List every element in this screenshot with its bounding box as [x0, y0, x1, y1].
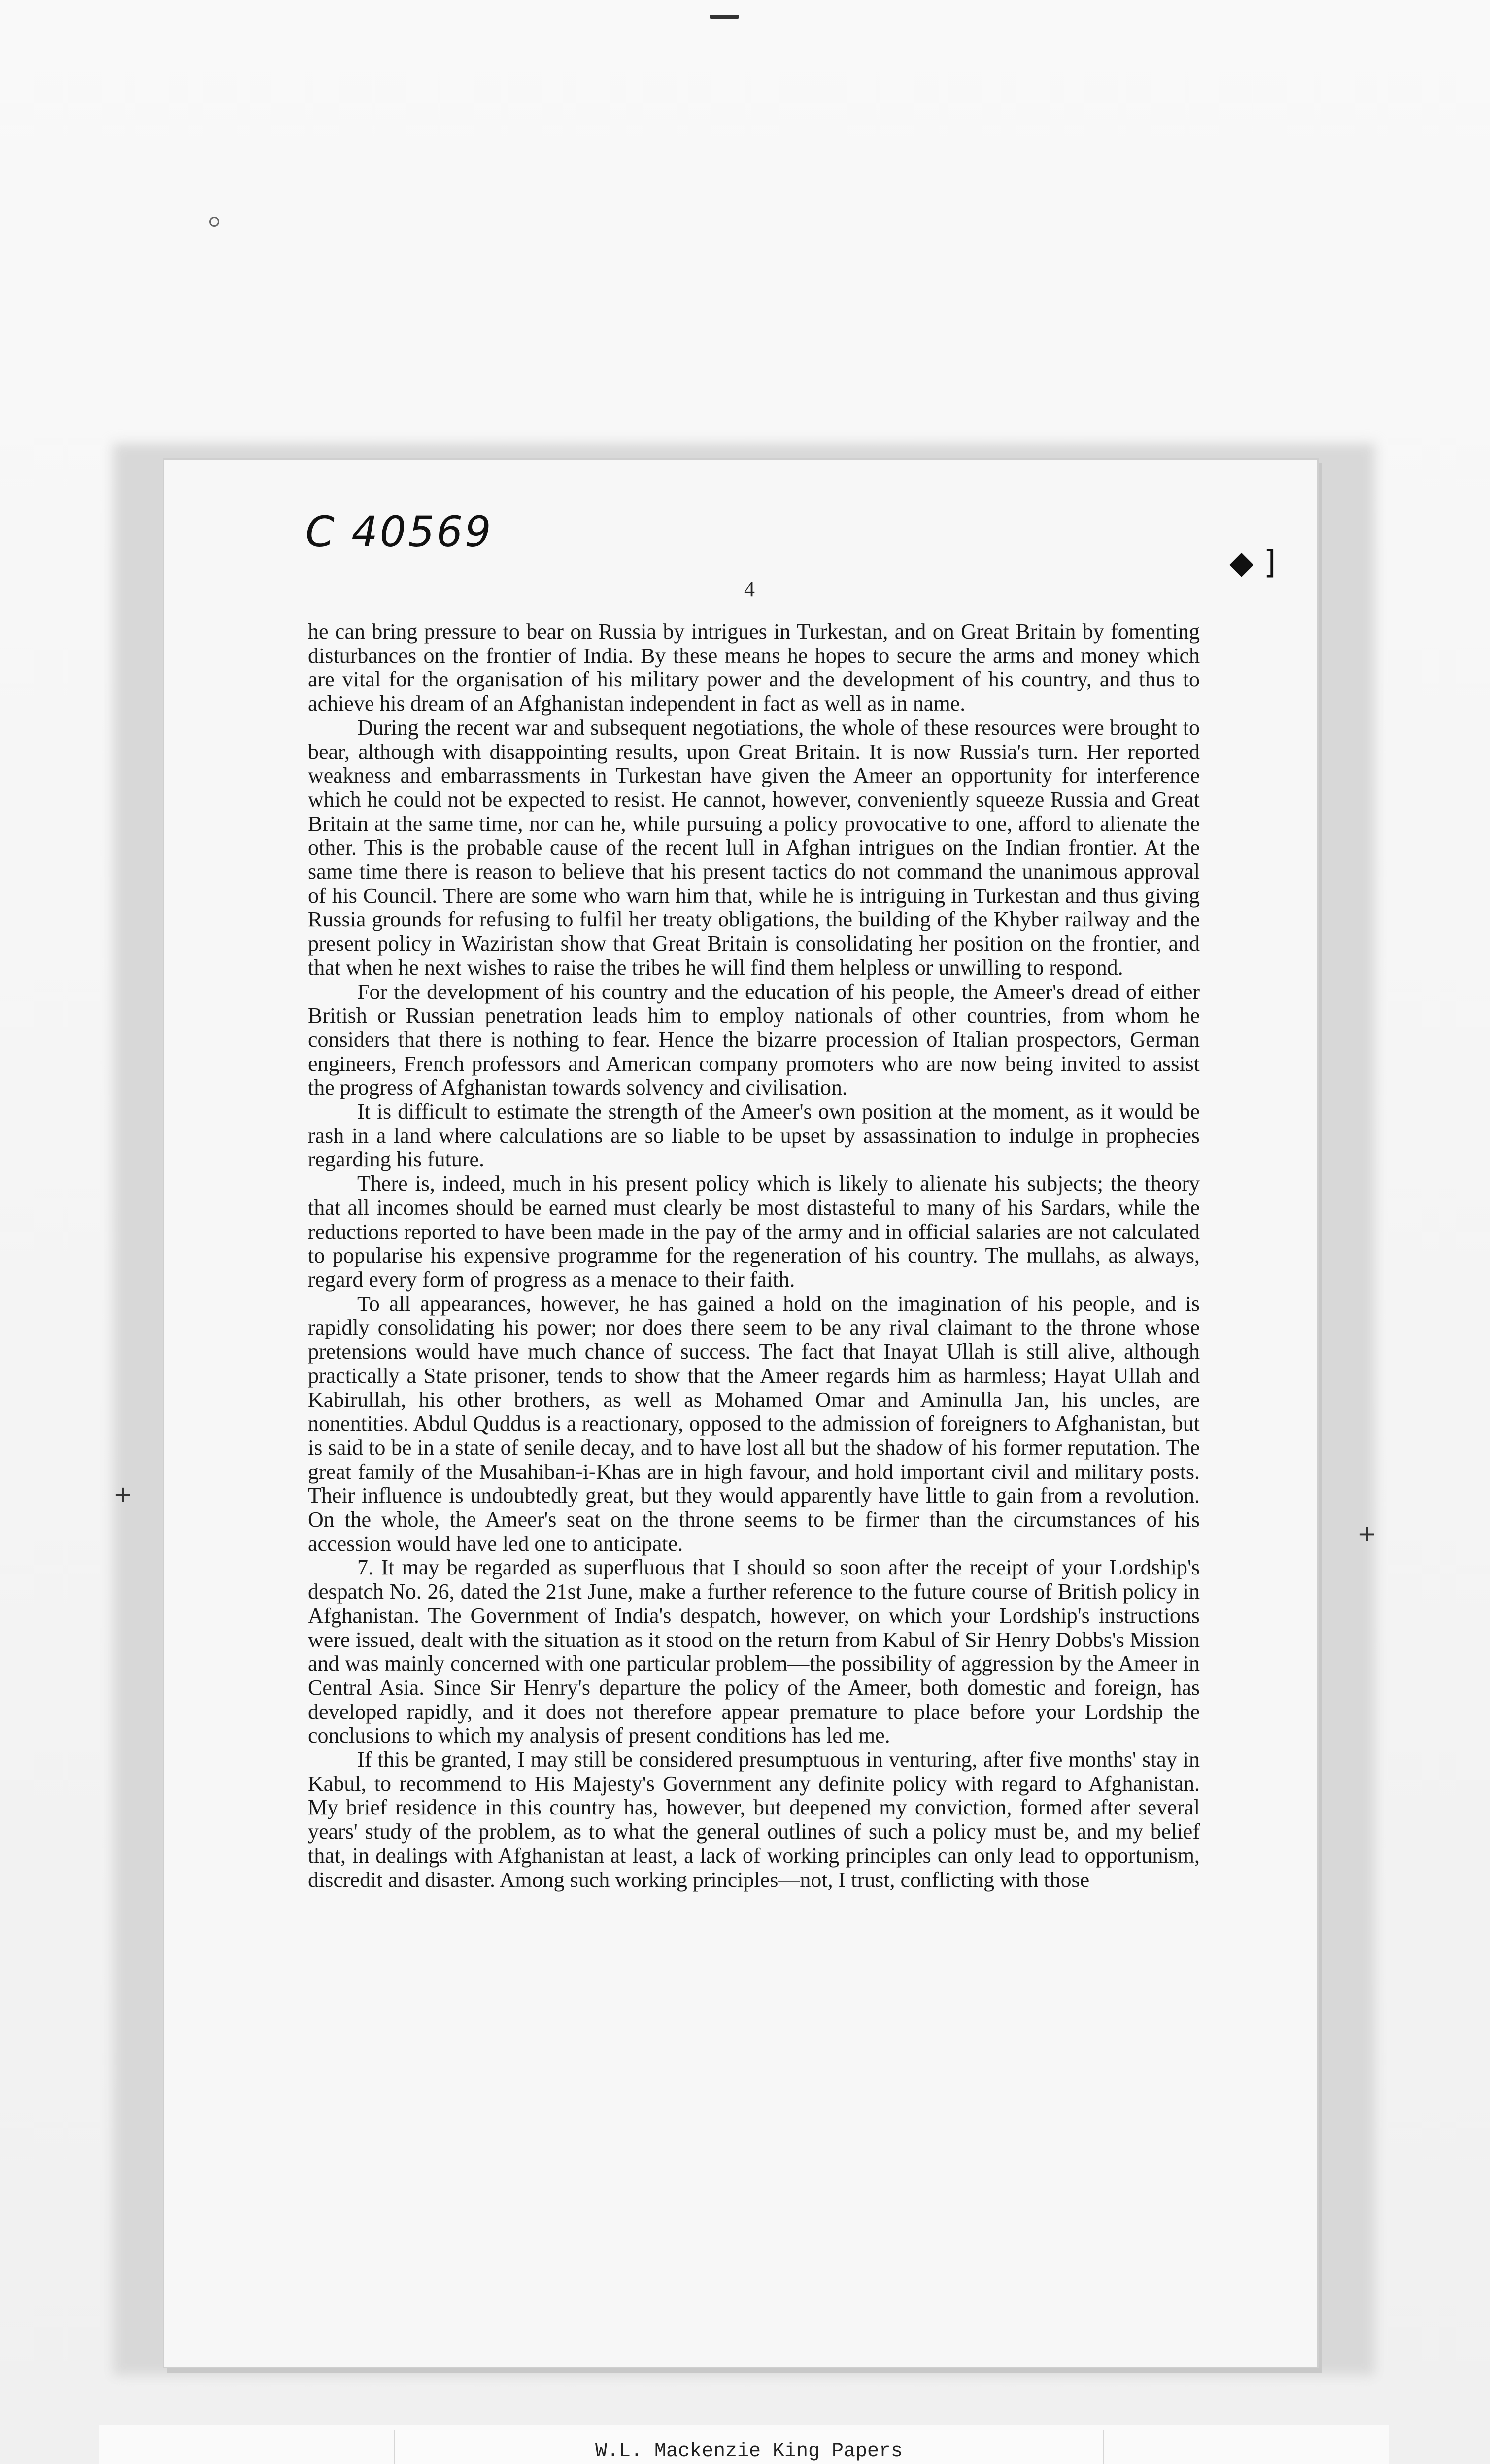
- scan-mark: [710, 15, 739, 19]
- archive-label-line1: W.L. Mackenzie King Papers: [595, 2440, 903, 2463]
- paragraph: During the recent war and subsequent negotiations, the whole of these resources were brought to bear, although with disappointing results, upon Great Britain. It is now Russia's turn. Her reported weakness and embarrassments in Turkestan have given the Ameer an opportunity for interference which he could not be expected to resist. He cannot, however, conveniently squeeze Russia and Great Britain at the same time, nor can he, while pursuing a policy provocative to one, afford to alienate the other. This is the probable cause of the recent lull in Afghan intrigues on the Indian frontier. At the same time there is reason to believe that his present tactics do not command the unanimous approval of his Council. There are some who warn him that, while he is intriguing in Turkestan and thus giving Russia grounds for refusing to fulfil her treaty obligations, the building of the Khyber railway and the present policy in Waziristan show that Great Britain is consolidating her position on the frontier, and that when he next wishes to raise the tribes he will find them helpless or unwilling to respond.: [308, 715, 1200, 980]
- corner-mark: ◆ ]: [1229, 545, 1276, 581]
- reference-number: C 40569: [305, 508, 493, 556]
- page-number: 4: [744, 577, 755, 601]
- scan-speck: [209, 217, 219, 227]
- document-body: [308, 620, 1200, 1892]
- paragraph: he can bring pressure to bear on Russia by intrigues in Turkestan, and on Great Britain by fomenting disturbances on the frontier of India. By these means he hopes to secure the arms and money which are vital for the organisation of his military power and the development of his country, and thus to achieve his dream of an Afghanistan independent in fact as well as in name.: [308, 619, 1200, 716]
- paragraph: It is difficult to estimate the strength of the Ameer's own position at the moment, as it would be rash in a land where calculations are so liable to be upset by assassination to indulge in prophecies regarding his future.: [308, 1099, 1200, 1172]
- registration-mark-right: +: [1357, 1520, 1377, 1547]
- archive-label-card: [394, 2430, 1104, 2464]
- paragraph: There is, indeed, much in his present policy which is likely to alienate his subjects; the theory that all incomes should be earned must clearly be most distasteful to many of his Sardars, while the reductions reported to have been made in the pay of the army and in official salaries are not calculated to popularise his expensive programme for the regeneration of his country. The mullahs, as always, regard every form of progress as a menace to their faith.: [308, 1171, 1200, 1292]
- paragraph: If this be granted, I may still be considered presumptuous in venturing, after five months' stay in Kabul, to recommend to His Majesty's Government any definite policy with regard to Afghanistan. My brief residence in this country has, however, but deepened my conviction, formed after several years' study of the problem, as to what the general outlines of such a policy must be, and my belief that, in dealings with Afghanistan at least, a lack of working principles can only lead to opportunism, discredit and disaster. Among such working principles—not, I trust, conflicting with those: [308, 1747, 1200, 1892]
- registration-mark-left: +: [113, 1481, 133, 1507]
- paragraph: To all appearances, however, he has gained a hold on the imagination of his people, and is rapidly consolidating his power; nor does there seem to be any rival claimant to the throne whose pretensions would have much chance of success. The fact that Inayat Ullah is still alive, although practically a State prisoner, tends to show that the Ameer regards him as harmless; Hayat Ullah and Kabirullah, his other brothers, as well as Mohamed Omar and Aminulla Jan, his uncles, are nonentities. Abdul Quddus is a reactionary, opposed to the admission of foreigners to Afghanistan, but is said to be in a state of senile decay, and to have lost all but the shadow of his former reputation. The great family of the Musahiban-i-Khas are in high favour, and hold important civil and military posts. Their influence is undoubtedly great, but they would apparently have little to gain from a revolution. On the whole, the Ameer's seat on the throne seems to be firmer than the circumstances of his accession would have led one to anticipate.: [308, 1291, 1200, 1556]
- paragraph: 7. It may be regarded as superfluous that I should so soon after the receipt of your Lordship's despatch No. 26, dated the 21st June, make a further reference to the future course of British policy in Afghanistan. The Government of India's despatch, however, on which your Lordship's instructions were issued, dealt with the situation as it stood on the return from Kabul of Sir Henry Dobbs's Mission and was mainly concerned with one particular problem—the possibility of aggression by the Ameer in Central Asia. Since Sir Henry's departure the policy of the Ameer, both domestic and foreign, has developed rapidly, and it does not therefore appear premature to place before your Lordship the conclusions to which my analysis of present conditions has led me.: [308, 1555, 1200, 1748]
- paragraph: For the development of his country and the education of his people, the Ameer's dread of either British or Russian penetration leads him to employ nationals of other countries, from whom he considers that there is nothing to fear. Hence the bizarre procession of Italian prospectors, German engineers, French professors and American company promoters who are now being invited to assist the progress of Afghanistan towards solvency and civilisation.: [308, 979, 1200, 1100]
